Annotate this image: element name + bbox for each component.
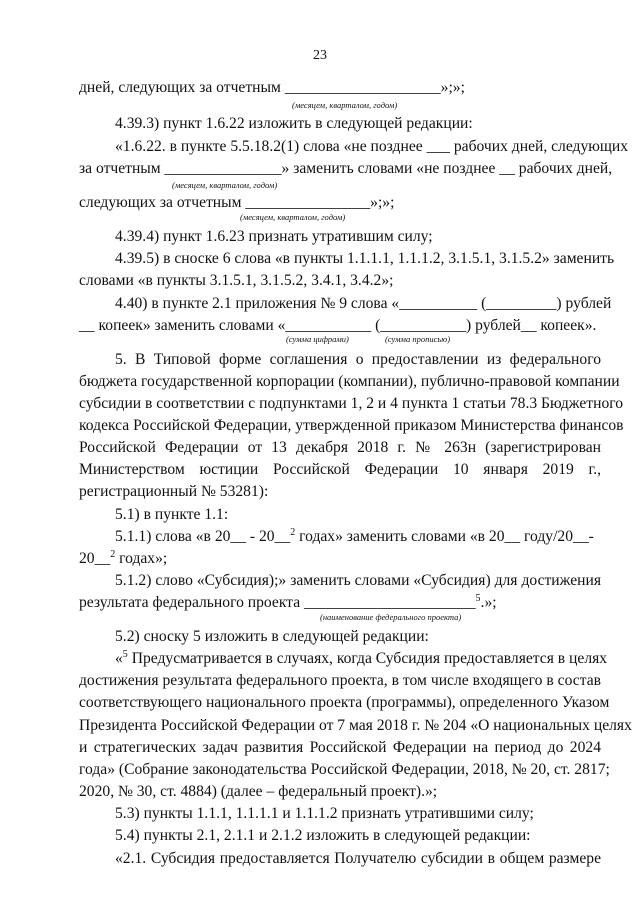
text-line: года» (Собрание законодательства Российской Федерации, 2018, № 20, ст. 2817;: [79, 761, 610, 778]
text-line: __ копеек» заменить словами «___________ (___________) рублей__ копеек».: [79, 317, 597, 334]
text-line: 5.2) сноску 5 изложить в следующей редакции:: [115, 628, 429, 645]
field-caption: (наименование федерального проекта): [320, 612, 462, 622]
text-line: Российской Федерации от 13 декабря 2018 г. № 263н (зарегистрирован: [79, 439, 601, 456]
text-line: 4.39.3) пункт 1.6.22 изложить в следующей редакции:: [115, 115, 473, 132]
text-line: 5.1.2) слово «Субсидия);» заменить словами «Субсидия) для достижения: [115, 572, 601, 589]
text-line: 5.4) пункты 2.1, 2.1.1 и 2.1.2 изложить в следующей редакции:: [115, 827, 531, 844]
text-line: регистрационный № 53281):: [79, 483, 269, 500]
text-line: «1.6.22. в пункте 5.5.18.2(1) слова «не позднее ___ рабочих дней, следующих: [115, 138, 629, 155]
text-line: Президента Российской Федерации от 7 мая 2018 г. № 204 «О национальных целях: [79, 717, 632, 734]
field-caption: (сумма прописью): [385, 334, 451, 344]
text-line: следующих за отчетным ________________»;»;: [79, 194, 395, 211]
text-line: 4.39.5) в сноске 6 слова «в пункты 1.1.1.1, 1.1.1.2, 3.1.5.1, 3.1.5.2» заменить: [115, 250, 615, 267]
field-caption: (месяцем, кварталом, годом): [172, 180, 278, 190]
superscript: 5: [122, 649, 128, 660]
text-line: кодекса Российской Федерации, утвержденной приказом Министерства финансов: [79, 417, 624, 434]
text-line: словами «в пункты 3.1.5.1, 3.1.5.2, 3.4.1, 3.4.2»;: [79, 272, 394, 289]
text-line: 5. В Типовой форме соглашения о предоставлении из федерального: [115, 351, 601, 368]
superscript: 2: [110, 549, 116, 560]
text-line: 4.40) в пункте 2.1 приложения № 9 слова «__________ (_________) рублей: [115, 295, 612, 312]
page-number: 23: [313, 48, 327, 63]
text-line: достижения результата федерального проекта, в том числе входящего в состав: [79, 672, 601, 689]
text-line: 5.1.1) слова «в 20__ - 20__$^2$ годах» заменить словами «в 20__ году/20__-: [115, 527, 594, 545]
text-line: субсидии в соответствии с подпунктами 1, 2 и 4 пункта 1 статьи 78.3 Бюджетного: [79, 395, 624, 412]
text-line: 4.39.4) пункт 1.6.23 признать утратившим силу;: [115, 228, 433, 245]
superscript: 2: [290, 527, 296, 538]
text-line: «2.1. Субсидия предоставляется Получателю субсидии в общем размере: [115, 850, 601, 867]
field-caption: (месяцем, кварталом, годом): [292, 100, 398, 110]
text-line: дней, следующих за отчетным ____________________»;»;: [79, 79, 465, 96]
text-line: 5.3) пункты 1.1.1, 1.1.1.1 и 1.1.1.2 признать утратившими силу;: [115, 805, 534, 822]
superscript: 5: [475, 593, 481, 604]
text-line: 5.1) в пункте 1.1:: [115, 506, 229, 523]
text-line: и стратегических задач развития Российской Федерации на период до 2024: [79, 739, 601, 756]
text-line: 2020, № 30, ст. 4884) (далее – федеральный проект).»;: [79, 783, 438, 800]
text-line: Министерством юстиции Российской Федерации 10 января 2019 г.,: [79, 461, 601, 478]
text-line: бюджета государственной корпорации (компании), публично-правовой компании: [79, 373, 620, 390]
text-line: соответствующего национального проекта (программы), определенного Указом: [79, 694, 610, 711]
text-line: «$^5$ Предусматривается в случаях, когда Субсидия предоставляется в целях: [115, 649, 608, 667]
field-caption: (месяцем, кварталом, годом): [240, 212, 346, 222]
text-line: 20__$^2$ годах»;: [79, 549, 168, 567]
field-caption: (сумма цифрами): [286, 334, 349, 344]
text-line: результата федерального проекта ______________________$^5$.»;: [79, 593, 497, 611]
text-line: за отчетным _______________» заменить словами «не позднее __ рабочих дней,: [79, 160, 613, 177]
